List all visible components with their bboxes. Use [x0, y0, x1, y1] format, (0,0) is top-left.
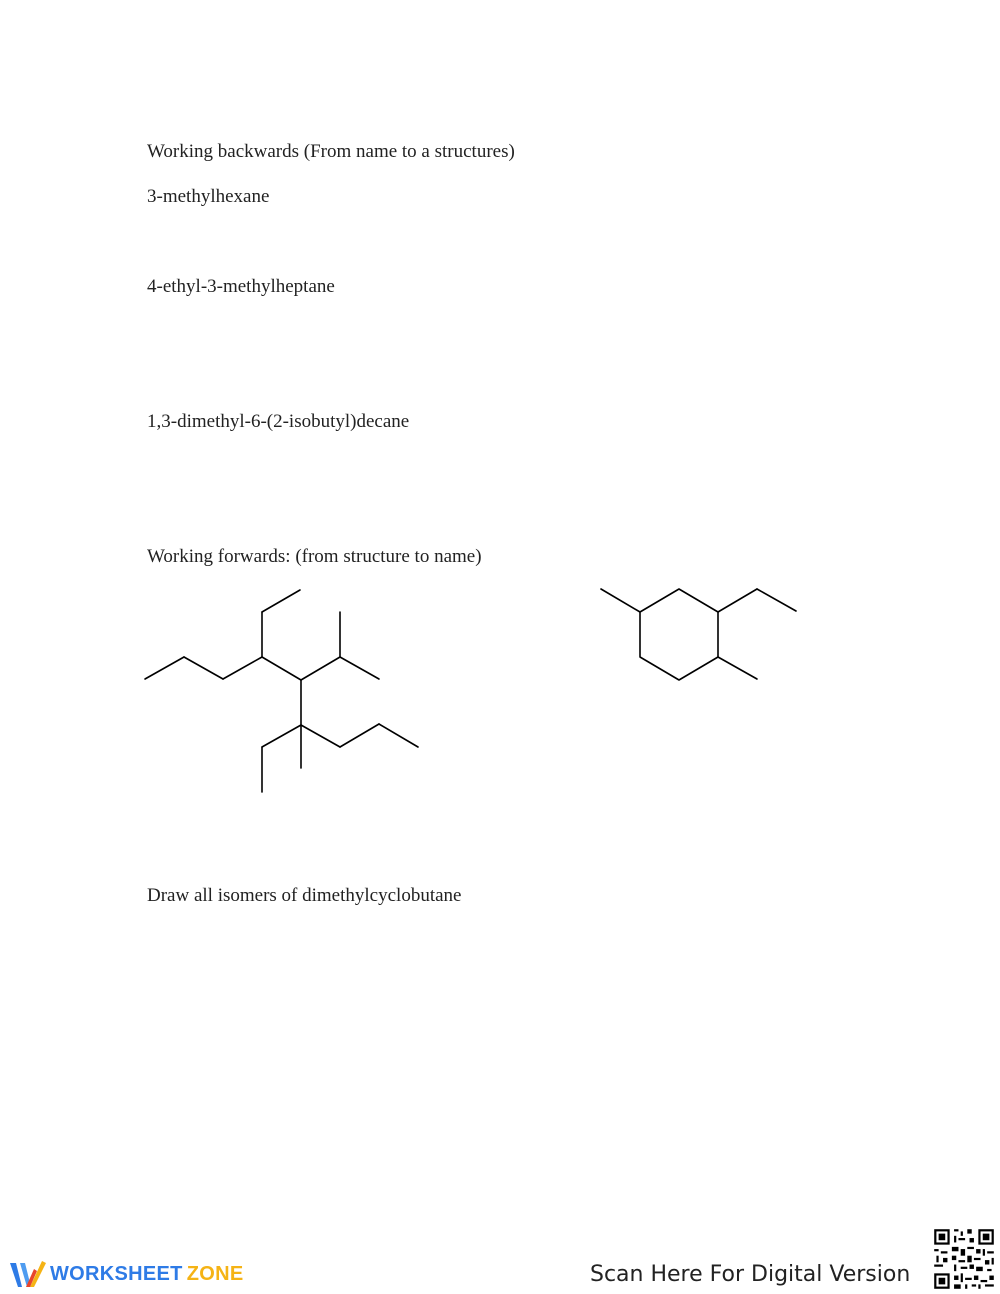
- scan-prompt: Scan Here For Digital Version: [590, 1262, 911, 1287]
- name-prompt-3: 1,3-dimethyl-6-(2-isobutyl)decane: [147, 411, 410, 432]
- forwards-heading: Working forwards: (from structure to name): [147, 546, 482, 567]
- backwards-heading: Working backwards (From name to a structures): [147, 141, 515, 162]
- brand-name-part-2: ZONE: [186, 1262, 244, 1285]
- isomers-prompt: Draw all isomers of dimethylcyclobutane: [147, 885, 462, 906]
- name-prompt-2: 4-ethyl-3-methylheptane: [147, 276, 335, 297]
- worksheet-zone-logo: [8, 1256, 243, 1292]
- w-logo-icon: [8, 1257, 46, 1291]
- brand-name-part-1: WORKSHEET: [50, 1262, 183, 1285]
- name-prompt-1: 3-methylhexane: [147, 186, 270, 207]
- qr-code-icon[interactable]: [932, 1227, 996, 1291]
